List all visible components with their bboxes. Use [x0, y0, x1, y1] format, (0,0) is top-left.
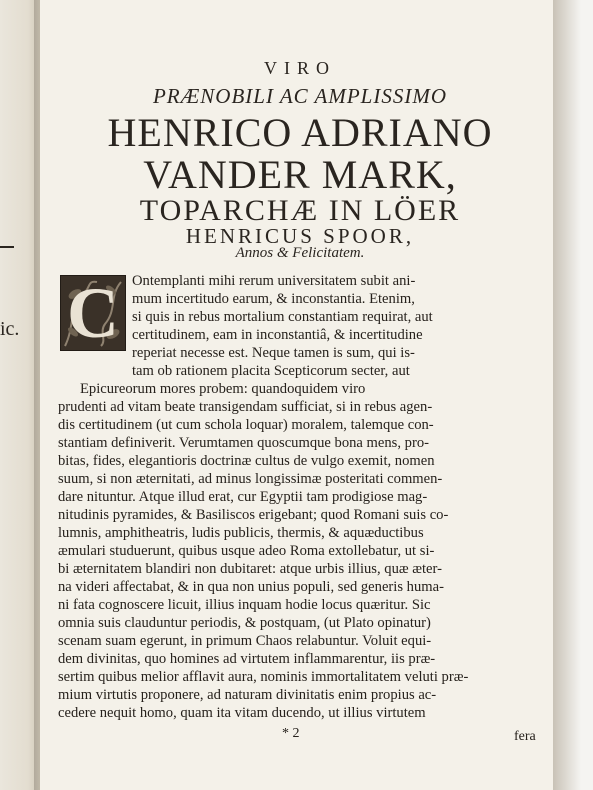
text-line: tam ob rationem placita Scepticorum secter, aut: [132, 363, 410, 379]
text-line: omnia suis clauduntur periodis, & postquam, (ut Plato opinatur): [58, 615, 431, 631]
text-line: sertim quibus melior afflavit aura, nominis immortalitatem veluti præ-: [58, 669, 469, 685]
heading-viro: VIRO: [264, 58, 336, 78]
left-page-fragment: ic.: [0, 318, 20, 340]
initial-letter: C: [67, 273, 119, 353]
text-line: dis certitudinem (ut cum schola loquar) moralem, talemque con-: [58, 417, 434, 433]
heading-salutation: Annos & Felicitatem.: [235, 245, 365, 261]
catchword: fera: [514, 729, 536, 744]
text-line: stantiam definiverit. Verumtamen quoscumque bona mens, pro-: [58, 435, 429, 451]
text-line: si quis in rebus mortalium constantiam requirat, aut: [132, 309, 433, 325]
text-line: scenam suam egerunt, in primum Chaos relabuntur. Voluit equi-: [58, 633, 432, 649]
text-line: dem divinitas, quo homines ad virtutem inflammarentur, iis præ-: [58, 651, 436, 667]
text-line: æmulari studuerunt, quibus usque adeo Roma extollebatur, ut si-: [58, 543, 435, 559]
heading-name-first: HENRICO ADRIANO: [107, 110, 493, 155]
text-line: nitudinis pyramides, & Basiliscos erigebant; quod Romani suis co-: [58, 507, 449, 523]
heading-praenobili: PRÆNOBILI AC AMPLISSIMO: [152, 84, 448, 108]
text-line: prudenti ad vitam beate transigendam sufficiat, si in rebus agen-: [58, 399, 433, 415]
text-line: bi æternitatem blandiri non dubitaret: atque urbis illius, quæ æter-: [58, 561, 442, 577]
text-line: na videri affectabat, & in qua non unius populi, sed generis huma-: [58, 579, 444, 595]
text-line: certitudinem, eam in inconstantiâ, & incertitudine: [132, 327, 423, 343]
ornamental-initial-icon: [60, 275, 126, 351]
heading-author: HENRICUS SPOOR,: [185, 224, 415, 248]
heading-name-last: VANDER MARK,: [143, 152, 457, 197]
text-line: Epicureorum mores probem: quandoquidem viro: [80, 381, 366, 397]
left-page-dash: [0, 246, 14, 248]
text-line: dare nituntur. Atque illud erat, cur Egyptii tam prodigiose mag-: [58, 489, 428, 505]
text-line: reperiat necesse est. Neque tamen is sum, qui is-: [132, 345, 415, 361]
text-line: lumnis, amphitheatris, ludis publicis, thermis, & aquæductibus: [58, 525, 424, 541]
text-line: mum incertitudo earum, & inconstantia. Etenim,: [132, 291, 415, 307]
text-line: suum, si non æternitati, ad minus longissimæ posteritati commen-: [58, 471, 443, 487]
text-line: Ontemplanti mihi rerum universitatem subit ani-: [132, 273, 416, 289]
text-line: bitas, fides, elegantioris doctrinæ cultus de vulgo exemit, nomen: [58, 453, 435, 469]
text-line: cedere nequit homo, quam ita vitam ducendo, ut illius virtutem: [58, 705, 426, 721]
text-line: ni fata cognoscere licuit, illius inquam hodie locus quæritur. Sic: [58, 597, 431, 613]
text-line: mium virtutis proponere, ad naturam divinitatis enim propius ac-: [58, 687, 437, 703]
heading-toparchae: TOPARCHÆ IN LÖER: [139, 194, 461, 227]
signature-mark: * 2: [282, 726, 300, 741]
